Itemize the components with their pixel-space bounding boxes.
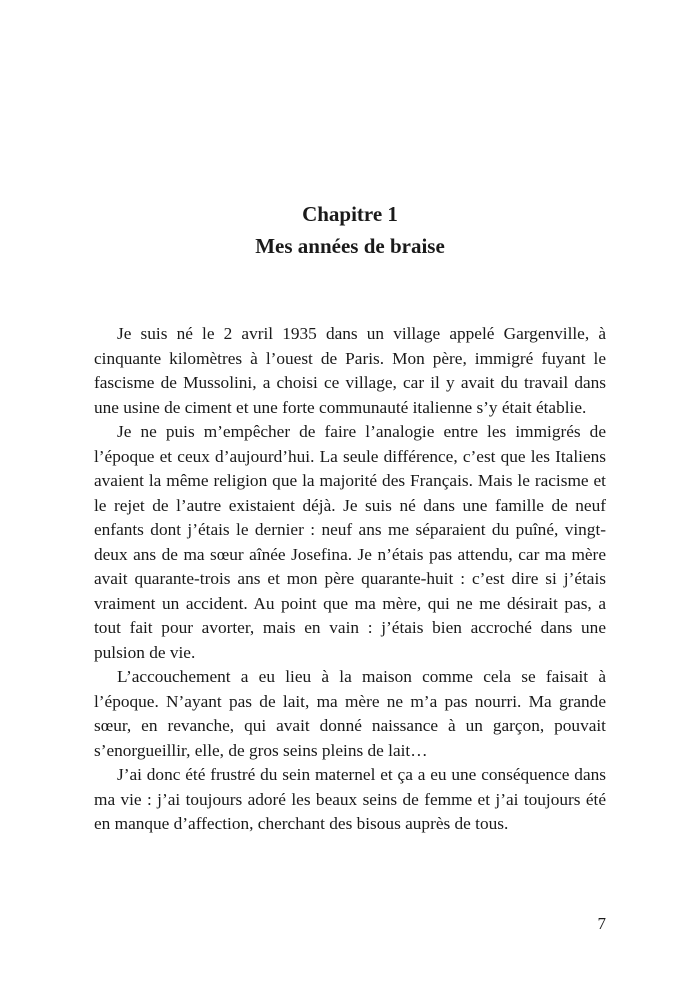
chapter-heading [0, 198, 700, 262]
paragraph: J’ai donc été frustré du sein maternel et ça a eu une conséquence dans ma vie : j’ai toujours adoré les beaux seins de femme et j’ai toujours été en manque d’affection, cherchant des bisous auprès de tous. [94, 765, 606, 833]
chapter-title: Mes années de braise [255, 234, 445, 258]
chapter-number: Chapitre 1 [302, 202, 398, 226]
paragraph: Je ne puis m’empêcher de faire l’analogie entre les immigrés de l’époque et ceux d’aujourd’hui. La seule différence, c’est que les Italiens avaient la même religion que la majorité des Français. Mais le racisme et le rejet de l’autre existaient déjà. Je suis né dans une famille de neuf enfants dont j’étais le dernier : neuf ans me séparaient du puîné, vingt-deux ans de ma sœur aînée Josefina. Je n’étais pas attendu, car ma mère avait quarante-trois ans et mon père quarante-huit : c’est dire si j’étais vraiment un accident. Au point que ma mère, qui ne me désirait pas, a tout fait pour avorter, mais en vain : j’étais bien accroché dans une pulsion de vie. [94, 422, 606, 662]
paragraph: Je suis né le 2 avril 1935 dans un village appelé Gargenville, à cinquante kilomètres à l’ouest de Paris. Mon père, immigré fuyant le fascisme de Mussolini, a choisi ce village, car il y avait du travail dans une usine de ciment et une forte communauté italienne s’y était établie. [94, 324, 606, 417]
chapter-body [94, 322, 606, 837]
paragraph: L’accouchement a eu lieu à la maison comme cela se faisait à l’époque. N’ayant pas de lait, ma mère ne m’a pas nourri. Ma grande sœur, en revanche, qui avait donné naissance à un garçon, pouvait s’enorgueillir, elle, de gros seins pleins de lait… [94, 667, 606, 760]
page-number: 7 [597, 914, 606, 933]
